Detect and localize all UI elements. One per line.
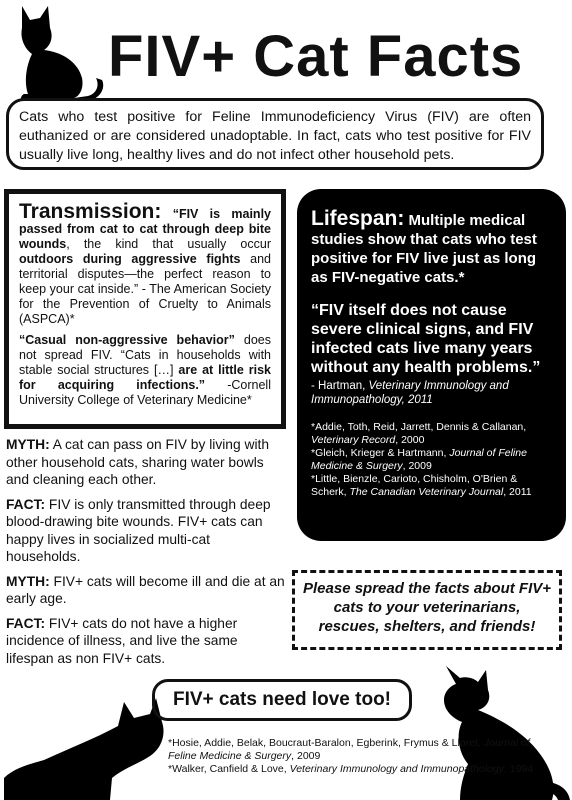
page-title: FIV+ Cat Facts xyxy=(108,24,524,89)
lifespan-heading-rest: Multiple xyxy=(404,212,466,229)
lifespan-ref: *Gleich, Krieger & Hartmann, Journal of Feline Medicine & Surgery, 2009 xyxy=(311,447,527,472)
footer-ref: *Walker, Canfield & Love, Veterinary Immunology and Immunopathology, 1994 xyxy=(168,763,534,775)
love-text: FIV+ cats need love too! xyxy=(172,689,392,710)
fact-item: FACT: FIV+ cats do not have a higher incidence of illness, and live the same lifespan as non FIV+ cats. xyxy=(6,615,238,666)
sitting-cat-side-silhouette-icon xyxy=(420,662,572,800)
lifespan-body: medical studies show that cats who test positive for FIV live just as long as FIV-negative cats.* xyxy=(311,212,537,286)
sitting-cat-silhouette-icon xyxy=(4,2,108,102)
footer-ref: *Hosie, Addie, Belak, Boucraut-Baralon, Egberink, Frymus & Lloret, Journal of Feline Medicine & Surgery, 2009 xyxy=(168,737,530,762)
transmission-quote2-text: does not spread FIV. “Cats in households with stable social structures […] xyxy=(19,333,271,377)
lifespan-quote: “FIV itself does not cause severe clinical signs, and FIV infected cats live many years without any health problems.” xyxy=(311,302,541,376)
intro-text: Cats who test positive for Feline Immunodeficiency Virus (FIV) are often euthanized or are considered unadoptable. In fact, cats who test positive for FIV usually live long, healthy lives and do not infect other household pets. xyxy=(19,109,531,163)
love-banner xyxy=(152,679,412,721)
spread-facts-box xyxy=(292,570,562,650)
myth-item: MYTH: A cat can pass on FIV by living with other household cats, sharing water bowls and cleaning each other. xyxy=(6,437,270,487)
footer-references xyxy=(168,737,548,776)
crouching-cat-silhouette-icon xyxy=(0,668,175,800)
lifespan-references xyxy=(311,421,552,499)
myth-fact-list xyxy=(6,436,286,674)
transmission-quote2-bold: “Casual non-aggressive behavior” xyxy=(19,333,235,347)
lifespan-attr-prefix: - Hartman, xyxy=(311,380,369,392)
transmission-quote1-bold2: outdoors during aggressive fights xyxy=(19,252,241,266)
intro-box xyxy=(6,98,544,170)
transmission-heading: Transmission: xyxy=(19,200,162,223)
transmission-box xyxy=(4,189,286,429)
lifespan-attribution xyxy=(311,379,552,407)
spread-facts-text: Please spread the facts about FIV+ cats to your veterinarians, rescues, shelters, and friends! xyxy=(303,580,552,635)
lifespan-heading: Lifespan: xyxy=(311,207,405,230)
transmission-quote2-text2: -Cornell University College of Veterinary Medicine* xyxy=(19,378,271,407)
transmission-quote1-text2: and territorial disputes—the perfect reason to keep your cat inside.” - The American Society for the Prevention of Cruelty to Animals (ASPCA)* xyxy=(19,252,271,326)
lifespan-ref: *Addie, Toth, Reid, Jarrett, Dennis & Callanan, Veterinary Record, 2000 xyxy=(311,421,527,446)
transmission-quote1-bold: “FIV is mainly passed from cat to cat through deep bite wounds xyxy=(19,207,271,251)
fact-item: FACT: FIV is only transmitted through deep blood-drawing bite wounds. FIV+ cats can happy lives in socialized multi-cat households. xyxy=(6,496,271,564)
lifespan-ref: *Little, Bienzle, Carioto, Chisholm, O'Brien & Scherk, The Canadian Veterinary Journal, 2011 xyxy=(311,473,532,498)
lifespan-box xyxy=(297,189,566,541)
transmission-quote2-bold2: are at little risk for acquiring infections.” xyxy=(19,363,271,392)
lifespan-attr-journal: Veterinary Immunology and Immunopathology, 2011 xyxy=(311,380,509,406)
transmission-quote1-text: , the kind that usually occur xyxy=(66,237,271,251)
myth-item: MYTH: FIV+ cats will become ill and die at an early age. xyxy=(6,573,285,606)
